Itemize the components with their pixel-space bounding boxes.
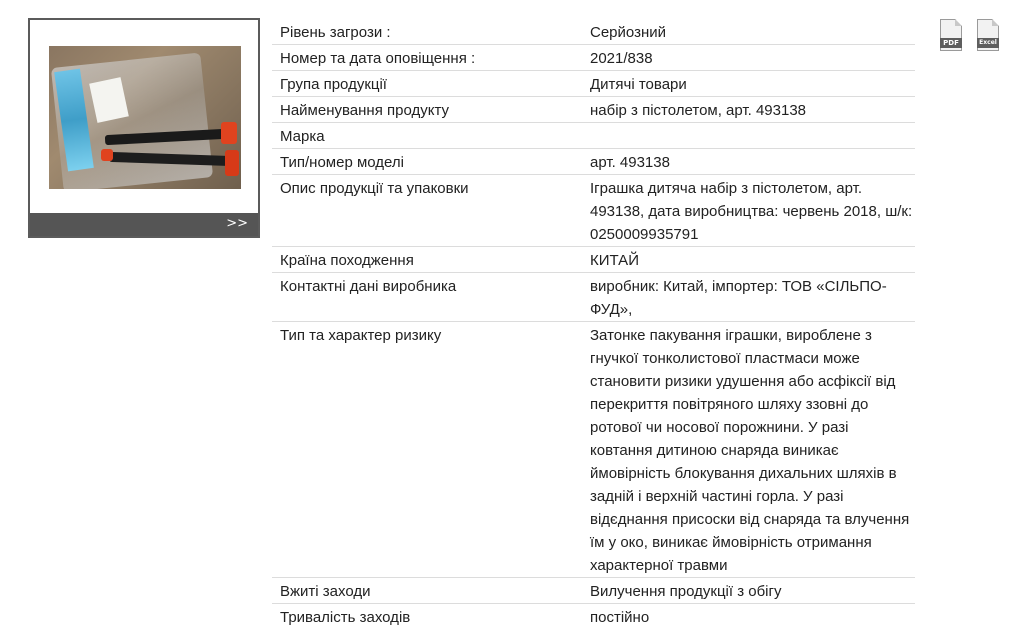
table-row [272, 247, 915, 273]
row-label: Група продукції [280, 76, 387, 93]
row-value: Серйозний [590, 24, 666, 41]
gallery-nav-bar [30, 213, 258, 236]
table-row [272, 123, 915, 149]
table-row [272, 45, 915, 71]
row-label: Країна походження [280, 252, 414, 269]
table-row [272, 175, 915, 247]
product-gallery [28, 18, 260, 238]
photo-toy-tip [225, 150, 239, 176]
gallery-next-button[interactable]: >> [226, 216, 248, 231]
photo-toy-tip [221, 122, 237, 144]
download-icons [940, 19, 999, 51]
table-row [272, 578, 915, 604]
row-label: Опис продукції та упаковки [280, 180, 469, 197]
row-value: виробник: Китай, імпортер: ТОВ «СІЛЬПО-ФУД», [590, 278, 887, 318]
product-photo[interactable] [49, 46, 241, 189]
row-label: Вжиті заходи [280, 583, 371, 600]
row-value: арт. 493138 [590, 154, 670, 171]
table-row [272, 71, 915, 97]
row-value: 2021/838 [590, 50, 653, 67]
pdf-tag: PDF [940, 38, 962, 48]
row-label: Марка [280, 128, 325, 145]
table-row [272, 322, 915, 578]
row-value: постійно [590, 609, 650, 626]
row-value: Дитячі товари [590, 76, 687, 93]
row-value [590, 125, 915, 148]
row-label: Контактні дані виробника [280, 278, 457, 295]
pdf-file-icon[interactable] [940, 19, 962, 51]
photo-toy-tip [101, 149, 113, 161]
table-row [272, 97, 915, 123]
row-value: КИТАЙ [590, 252, 639, 269]
row-value: Вилучення продукції з обігу [590, 583, 782, 600]
excel-file-icon[interactable] [977, 19, 999, 51]
row-label: Найменування продукту [280, 102, 449, 119]
row-value: Іграшка дитяча набір з пістолетом, арт. 493138, дата виробництва: червень 2018, ш/к: 0250009935791 [590, 180, 913, 243]
row-label: Рівень загрози : [280, 24, 391, 41]
table-row [272, 149, 915, 175]
row-label: Тривалість заходів [280, 609, 411, 626]
product-details-table [272, 19, 915, 629]
excel-tag: Excel [977, 38, 999, 48]
row-label: Тип/номер моделі [280, 154, 404, 171]
row-value: набір з пістолетом, арт. 493138 [590, 102, 807, 119]
row-value: Затонке пакування іграшки, вироблене з гнучкої тонколистової пластмаси може становити ризики удушення або асфіксії від перекриття повітряного шляху ззовні до ротової чи носової порожнини. У разі ковтання дитиною снаряда виникає ймовірність блокування дихальних шляхів в задній і верхній частині горла. У разі відєднання присоски від снаряда та влучення їм у око, виникає ймовірність отримання характерної травми [590, 327, 910, 574]
table-row [272, 19, 915, 45]
row-label: Тип та характер ризику [280, 327, 442, 344]
row-label: Номер та дата оповіщення : [280, 50, 476, 67]
table-row [272, 604, 915, 629]
table-row [272, 273, 915, 322]
